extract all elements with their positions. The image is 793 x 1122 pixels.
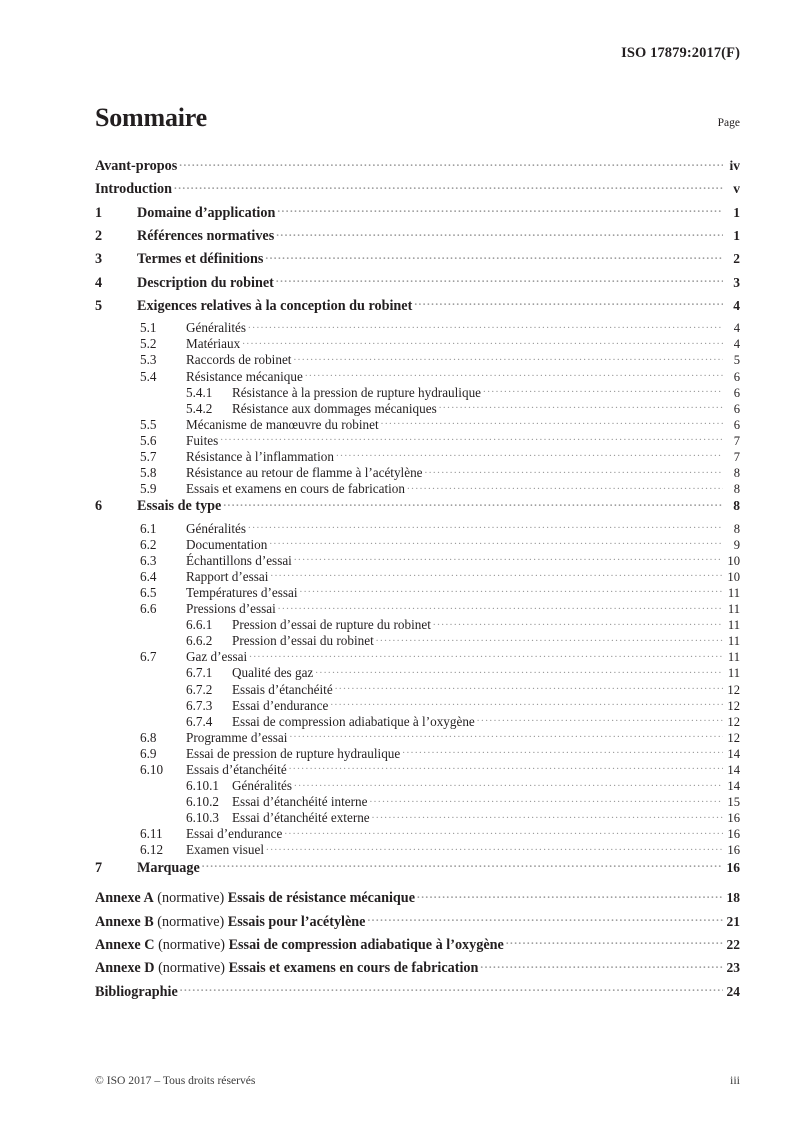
toc-entry-number: 6.6.1	[186, 617, 213, 633]
dot-leader	[202, 857, 723, 871]
toc-entry-number: 2	[95, 228, 103, 245]
toc-entry-page: 6	[733, 385, 740, 400]
toc-entry[interactable]	[95, 272, 740, 295]
toc-entry-number: 6.3	[140, 552, 157, 568]
dot-leader	[294, 777, 723, 790]
toc-entry-label: Généralités	[186, 520, 247, 536]
annex-name: Annexe A	[95, 890, 154, 907]
toc-entry[interactable]	[95, 496, 740, 519]
toc-entry[interactable]	[95, 632, 740, 648]
dot-leader	[248, 319, 723, 332]
dot-leader	[381, 416, 723, 429]
toc-entry[interactable]	[95, 249, 740, 272]
annex-kind: (normative)	[158, 960, 226, 977]
dot-leader	[180, 981, 723, 995]
toc-entry-label: Résistance à l’inflammation	[186, 449, 334, 465]
toc-entry-page: v	[733, 181, 740, 197]
toc-entry-page: 10	[727, 569, 740, 584]
toc-entry-number: 5.4	[140, 368, 157, 384]
dot-leader	[367, 911, 723, 925]
toc-entry[interactable]	[95, 464, 740, 480]
toc-entry-label: Fuites	[186, 432, 219, 448]
dot-leader	[293, 351, 723, 364]
annex-page: 23	[726, 960, 740, 976]
toc-entry[interactable]	[95, 793, 740, 809]
toc-entry[interactable]	[95, 841, 740, 857]
dot-leader	[289, 761, 723, 774]
toc-entry-page: 16	[727, 827, 740, 842]
toc-entry[interactable]	[95, 745, 740, 761]
toc-annex-entry[interactable]	[95, 935, 740, 958]
toc-entry-number: 6.4	[140, 568, 157, 584]
toc-entry-label: Références normatives	[137, 228, 275, 245]
toc-entry-page: 8	[733, 498, 740, 514]
toc-bibliography-entry[interactable]	[95, 981, 740, 1004]
toc-entry-page: 12	[727, 682, 740, 697]
toc-entry-page: 6	[733, 401, 740, 416]
dot-leader	[276, 272, 723, 286]
toc-entry-number: 6.11	[140, 826, 163, 842]
toc-entry-label: Essai de compression adiabatique à l’oxygène	[232, 713, 475, 729]
toc-entry-label: Généralités	[232, 778, 293, 794]
toc-entry-number: 1	[95, 204, 103, 221]
toc-annex-entry[interactable]	[95, 888, 740, 911]
toc-entry-page: 7	[733, 433, 740, 448]
toc-entry-page: 15	[727, 795, 740, 810]
toc-entry-number: 6.6.2	[186, 633, 213, 649]
bibliography-page: 24	[726, 983, 740, 999]
toc-entry-number: 6.7.1	[186, 665, 213, 681]
toc-entry-page: 2	[733, 251, 740, 267]
toc-entry-number: 6.7.4	[186, 713, 213, 729]
dot-leader	[265, 249, 723, 263]
toc-entry-label: Essais d’étanchéité	[186, 762, 287, 777]
toc-entry-page: 4	[733, 321, 740, 336]
dot-leader	[335, 680, 723, 693]
toc-entry-number: 5.8	[140, 465, 157, 481]
toc-entry-page: 6	[733, 369, 740, 384]
dot-leader	[330, 696, 723, 709]
toc-entry-label: Pression d’essai de rupture du robinet	[232, 617, 431, 633]
dot-leader	[248, 519, 723, 532]
dot-leader	[414, 296, 723, 310]
toc-entry-page: 11	[727, 650, 740, 665]
dot-leader	[402, 745, 723, 758]
toc-entry-number: 5.1	[140, 320, 157, 336]
dot-leader	[276, 226, 723, 240]
toc-entry[interactable]	[95, 383, 740, 399]
toc-entry-label: Raccords de robinet	[186, 352, 292, 368]
title-row	[95, 105, 740, 131]
toc-entry-number: 6.10.3	[186, 810, 219, 826]
toc-entry-label: Essais et examens en cours de fabrication	[186, 481, 405, 497]
toc-entry-page: 11	[727, 602, 740, 617]
toc-entry-page: iv	[729, 158, 740, 174]
annex-name: Annexe B	[95, 913, 154, 930]
toc-entry-page: 8	[733, 482, 740, 497]
dot-leader	[289, 729, 723, 742]
toc-entry[interactable]	[95, 319, 740, 335]
toc-entry[interactable]	[95, 696, 740, 712]
dot-leader	[284, 825, 723, 838]
toc-entry-page: 7	[733, 450, 740, 465]
dot-leader	[417, 888, 723, 902]
dot-leader	[249, 648, 723, 661]
toc-entry-label: Mécanisme de manœuvre du robinet	[186, 416, 379, 432]
dot-leader	[174, 179, 723, 193]
annex-page: 21	[726, 913, 740, 929]
toc-entry-label: Documentation	[186, 536, 268, 552]
dot-leader	[223, 496, 723, 510]
toc-entry[interactable]	[95, 761, 740, 777]
toc-entry-page: 11	[727, 585, 740, 600]
toc-entry[interactable]	[95, 519, 740, 535]
toc-entry-page: 16	[727, 811, 740, 826]
toc-entry[interactable]	[95, 432, 740, 448]
toc-entry[interactable]	[95, 335, 740, 351]
toc-annex-entry[interactable]	[95, 958, 740, 981]
toc-entry-number: 6.10.2	[186, 794, 219, 810]
toc-entry-page: 14	[727, 763, 740, 777]
toc-entry-label: Introduction	[95, 181, 172, 198]
toc-entry[interactable]	[95, 616, 740, 632]
toc-entry-label: Avant-propos	[95, 158, 178, 175]
toc-entry-number: 3	[95, 251, 103, 268]
dot-leader	[305, 367, 723, 380]
toc-entry[interactable]	[95, 400, 740, 416]
toc-entry-number: 5.4.1	[186, 384, 213, 400]
annex-kind: (normative)	[158, 936, 226, 953]
dot-leader	[278, 600, 723, 613]
toc-entry-number: 6.2	[140, 536, 157, 552]
page-footer	[95, 1073, 740, 1088]
toc-entry-label: Résistance au retour de flamme à l’acétylène	[186, 465, 423, 481]
dot-leader	[439, 400, 723, 413]
toc-entry-page: 11	[727, 666, 740, 681]
annex-label: Essais pour l’acétylène	[227, 913, 366, 930]
toc-entry-number: 6.1	[140, 520, 157, 536]
toc-entry-number: 6.12	[140, 842, 164, 858]
document-identifier: ISO 17879:2017(F)	[621, 45, 740, 61]
toc-entry-number: 6.7.2	[186, 681, 213, 697]
toc-entry[interactable]	[95, 809, 740, 825]
toc-entry-page: 14	[727, 746, 740, 761]
dot-leader	[269, 536, 723, 549]
toc-entry-number: 6.8	[140, 729, 157, 745]
toc-entry-number: 6.9	[140, 745, 157, 761]
toc-entry-label: Qualité des gaz	[232, 665, 314, 681]
toc-entry-number: 5.4.2	[186, 400, 213, 416]
toc-entry-number: 5.2	[140, 336, 157, 352]
toc-entry-page: 11	[727, 618, 740, 633]
toc-entry[interactable]	[95, 713, 740, 729]
dot-leader	[294, 552, 723, 565]
toc-entry[interactable]	[95, 351, 740, 367]
toc-entry-number: 4	[95, 274, 103, 291]
toc-entry-label: Termes et définitions	[137, 251, 264, 268]
toc-entry-label: Généralités	[186, 320, 247, 336]
toc-entry[interactable]	[95, 156, 740, 179]
dot-leader	[477, 713, 723, 726]
toc-entry[interactable]	[95, 600, 740, 616]
annex-page: 22	[726, 936, 740, 952]
toc-entry[interactable]	[95, 568, 740, 584]
toc-entry-page: 3	[733, 274, 740, 290]
toc-entry[interactable]	[95, 226, 740, 249]
toc-entry-label: Examen visuel	[186, 842, 265, 858]
toc-entry-page: 4	[733, 297, 740, 313]
toc-entry-number: 5.9	[140, 481, 157, 497]
toc-entry-number: 6.5	[140, 584, 157, 600]
toc-entry[interactable]	[95, 552, 740, 568]
toc-entry-number: 6.10.1	[186, 778, 219, 794]
toc-entry-number: 6.7.3	[186, 697, 213, 713]
dot-leader	[336, 448, 723, 461]
dot-leader	[277, 203, 723, 217]
toc-entry-page: 14	[727, 779, 740, 794]
toc-entry[interactable]	[95, 664, 740, 680]
dot-leader	[433, 616, 723, 629]
toc-entry-label: Matériaux	[186, 336, 241, 352]
annex-name: Annexe C	[95, 936, 155, 953]
toc-entry-label: Essai d’étanchéité interne	[232, 794, 368, 810]
toc-entry-label: Essai d’étanchéité externe	[232, 810, 370, 826]
dot-leader	[266, 841, 723, 854]
toc-entry-number: 5.7	[140, 449, 157, 465]
dot-leader	[407, 480, 723, 493]
toc-entry[interactable]	[95, 680, 740, 696]
toc-entry-page: 12	[727, 714, 740, 729]
toc-entry-label: Pressions d’essai	[186, 601, 276, 617]
dot-leader	[483, 383, 723, 396]
annex-kind: (normative)	[157, 890, 225, 907]
toc-entry-number: 6	[95, 498, 103, 515]
dot-leader	[506, 935, 723, 949]
table-of-contents	[95, 156, 740, 1005]
toc-entry[interactable]	[95, 857, 740, 880]
toc-entry[interactable]	[95, 648, 740, 664]
toc-entry-page: 1	[733, 228, 740, 244]
toc-entry-number: 5.5	[140, 416, 157, 432]
toc-entry[interactable]	[95, 777, 740, 793]
toc-entry-page: 16	[726, 859, 740, 875]
toc-annex-entry[interactable]	[95, 911, 740, 934]
toc-entry-number: 5.3	[140, 352, 157, 368]
annex-name: Annexe D	[95, 960, 155, 977]
toc-entry-label: Exigences relatives à la conception du robinet	[137, 297, 413, 314]
toc-entry[interactable]	[95, 825, 740, 841]
toc-entry-number: 7	[95, 859, 103, 876]
toc-entry-label: Domaine d’application	[137, 204, 276, 221]
dot-leader	[376, 632, 723, 645]
toc-entry-page: 4	[733, 337, 740, 352]
annex-label: Essais et examens en cours de fabrication	[228, 960, 479, 977]
toc-entry-label: Essai d’endurance	[186, 826, 283, 842]
toc-entry[interactable]	[95, 179, 740, 202]
toc-entry-label: Résistance aux dommages mécaniques	[232, 400, 437, 416]
annex-kind: (normative)	[157, 913, 225, 930]
dot-leader	[220, 432, 723, 445]
dot-leader	[369, 793, 723, 806]
toc-entry-label: Résistance à la pression de rupture hydraulique	[232, 384, 482, 400]
toc-entry-label: Échantillons d’essai	[186, 552, 292, 568]
toc-entry[interactable]	[95, 480, 740, 496]
toc-entry-label: Essai de pression de rupture hydraulique	[186, 745, 401, 761]
toc-entry[interactable]	[95, 729, 740, 745]
toc-entry-label: Gaz d’essai	[186, 649, 248, 665]
toc-entry-page: 11	[727, 634, 740, 649]
bibliography-label: Bibliographie	[95, 983, 178, 1000]
toc-entry-page: 10	[727, 553, 740, 568]
annex-label: Essai de compression adiabatique à l’oxygène	[228, 936, 504, 953]
toc-entry-label: Description du robinet	[137, 274, 274, 291]
page-column-header: Page	[717, 117, 740, 129]
dot-leader	[242, 335, 723, 348]
toc-entry-label: Marquage	[137, 859, 200, 876]
toc-entry[interactable]	[95, 416, 740, 432]
toc-entry-page: 1	[733, 204, 740, 220]
toc-entry-label: Températures d’essai	[186, 584, 298, 600]
toc-entry[interactable]	[95, 296, 740, 319]
dot-leader	[425, 464, 723, 477]
toc-entry-page: 16	[727, 843, 740, 858]
dot-leader	[179, 156, 723, 170]
toc-entry-page: 12	[727, 698, 740, 713]
toc-entry-number: 6.6	[140, 601, 157, 617]
toc-entry-page: 8	[733, 521, 740, 536]
toc-entry[interactable]	[95, 367, 740, 383]
toc-entry-label: Résistance mécanique	[186, 368, 303, 384]
footer-page-number: iii	[729, 1073, 740, 1087]
toc-entry-page: 12	[727, 730, 740, 745]
toc-entry-number: 5	[95, 297, 103, 314]
toc-entry-page: 8	[733, 466, 740, 481]
dot-leader	[270, 568, 723, 581]
toc-entry-number: 6.7	[140, 649, 157, 665]
toc-entry-label: Rapport d’essai	[186, 568, 269, 584]
toc-entry-label: Essais d’étanchéité	[232, 681, 333, 697]
toc-entry-number: 6.10	[140, 762, 164, 777]
toc-entry-label: Programme d’essai	[186, 729, 288, 745]
toc-entry-number: 5.6	[140, 432, 157, 448]
toc-entry[interactable]	[95, 584, 740, 600]
toc-entry[interactable]	[95, 448, 740, 464]
page-title: Sommaire	[95, 103, 208, 132]
toc-entry[interactable]	[95, 536, 740, 552]
copyright-notice: © ISO 2017 – Tous droits réservés	[95, 1074, 256, 1087]
toc-entry-page: 9	[733, 537, 740, 552]
dot-leader	[480, 958, 723, 972]
annex-label: Essais de résistance mécanique	[227, 890, 415, 907]
dot-leader	[372, 809, 723, 822]
toc-entry-label: Pression d’essai du robinet	[232, 633, 374, 649]
toc-entry-label: Essai d’endurance	[232, 697, 329, 713]
toc-entry[interactable]	[95, 203, 740, 226]
toc-entry-label: Essais de type	[137, 498, 222, 515]
annex-page: 18	[726, 890, 740, 906]
dot-leader	[315, 664, 723, 677]
toc-entry-page: 5	[733, 353, 740, 368]
dot-leader	[300, 584, 724, 597]
toc-entry-page: 6	[733, 417, 740, 432]
